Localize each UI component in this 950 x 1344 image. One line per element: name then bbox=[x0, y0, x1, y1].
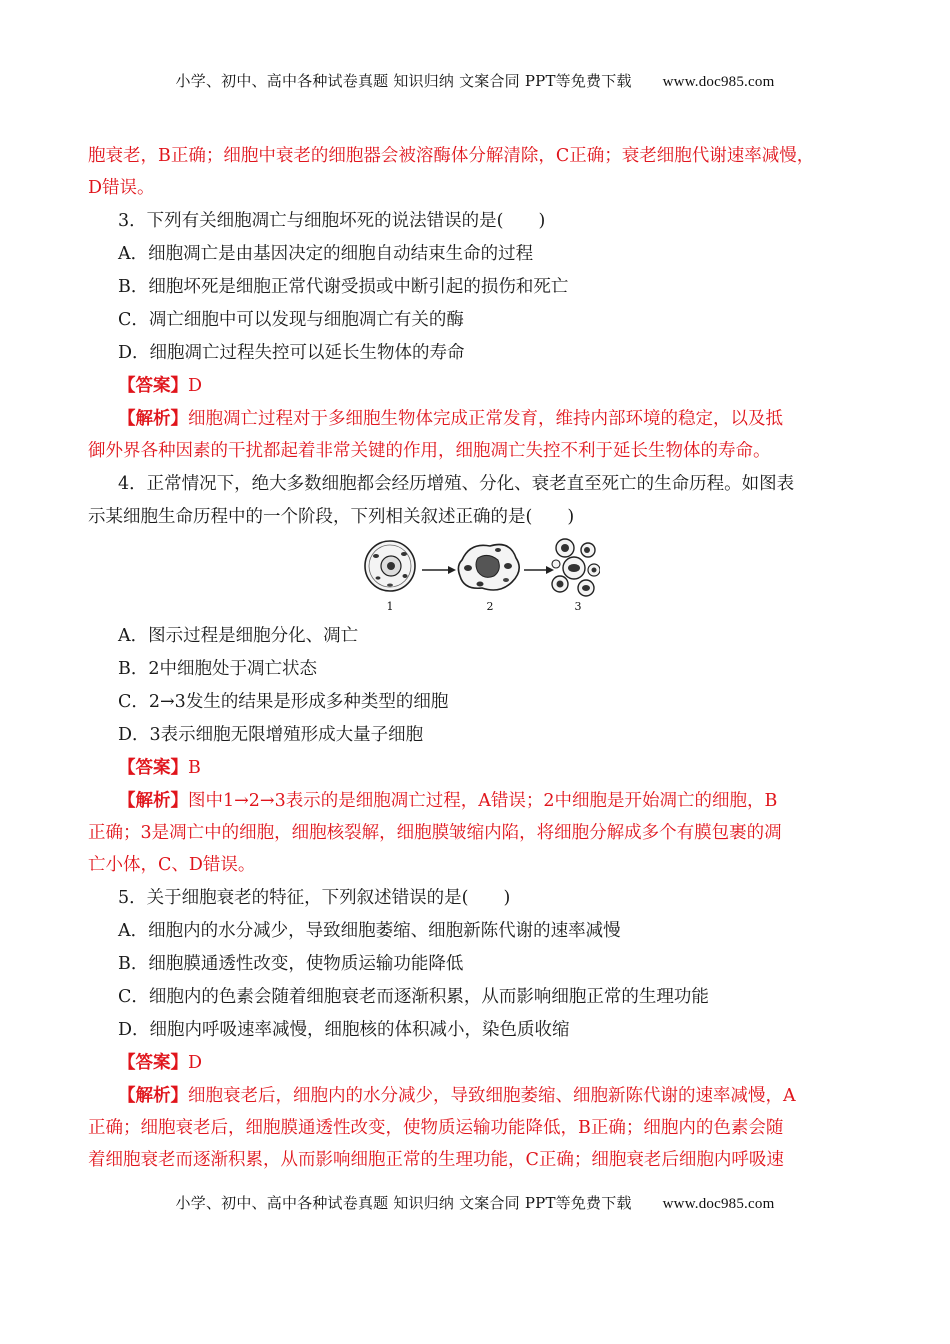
footer-site-link[interactable]: www.doc985.com bbox=[662, 1196, 775, 1212]
q5-answer bbox=[118, 1047, 898, 1079]
cell-stage-2 bbox=[458, 545, 519, 591]
figure-label-3: 3 bbox=[574, 600, 582, 613]
q5-option-b: B．细胞膜通透性改变，使物质运输功能降低 bbox=[118, 954, 464, 974]
q5-answer-tag: 【答案】 bbox=[118, 1053, 188, 1073]
q5-option-a: A．细胞内的水分减少，导致细胞萎缩、细胞新陈代谢的速率减慢 bbox=[118, 921, 621, 941]
q3-option-c: C．凋亡细胞中可以发现与细胞凋亡有关的酶 bbox=[118, 310, 464, 330]
q3-option-d: D．细胞凋亡过程失控可以延长生物体的寿命 bbox=[118, 343, 465, 363]
q5-answer-value: D bbox=[188, 1053, 203, 1073]
prev-explanation-line-1: 胞衰老，B正确；细胞中衰老的细胞器会被溶酶体分解清除，C正确；衰老细胞代谢速率减慢， bbox=[88, 146, 815, 166]
q4-option-b: B．2中细胞处于凋亡状态 bbox=[118, 659, 317, 679]
header-site-link[interactable]: www.doc985.com bbox=[662, 74, 775, 90]
q5-explanation-line-2: 正确；细胞衰老后，细胞膜通透性改变，使物质运输功能降低，B正确；细胞内的色素会随 bbox=[88, 1118, 784, 1138]
q3-option-a: A．细胞凋亡是由基因决定的细胞自动结束生命的过程 bbox=[118, 244, 534, 264]
header-text: 小学、初中、高中各种试卷真题 知识归纳 文案合同 PPT等免费下载 bbox=[175, 72, 632, 90]
cell-stage-3 bbox=[552, 539, 600, 596]
q5-explanation-text-1: 细胞衰老后，细胞内的水分减少，导致细胞萎缩、细胞新陈代谢的速率减慢，A bbox=[188, 1086, 796, 1106]
arrow-1-to-2 bbox=[422, 566, 456, 574]
q4-explanation-tag: 【解析】 bbox=[118, 791, 188, 811]
q5-explanation-line-1 bbox=[118, 1080, 898, 1112]
q4-explanation-text-1: 图中1→2→3表示的是细胞凋亡过程，A错误；2中细胞是开始凋亡的细胞，B bbox=[188, 791, 778, 811]
q3-answer bbox=[118, 370, 898, 402]
q4-stem-line-1: 4．正常情况下，绝大多数细胞都会经历增殖、分化、衰老直至死亡的生命历程。如图表 bbox=[118, 474, 795, 494]
prev-explanation-line-2: D错误。 bbox=[88, 178, 155, 198]
page-footer bbox=[0, 1192, 950, 1213]
q3-option-b: B．细胞坏死是细胞正常代谢受损或中断引起的损伤和死亡 bbox=[118, 277, 569, 297]
arrow-2-to-3 bbox=[524, 566, 554, 574]
figure-label-2: 2 bbox=[486, 600, 494, 613]
q3-explanation-text-1: 细胞凋亡过程对于多细胞生物体完成正常发育，维持内部环境的稳定，以及抵 bbox=[188, 409, 783, 429]
q5-explanation-line-3: 着细胞衰老而逐渐积累，从而影响细胞正常的生理功能，C正确；细胞衰老后细胞内呼吸速 bbox=[88, 1150, 784, 1170]
apoptosis-figure bbox=[360, 536, 600, 616]
q4-answer bbox=[118, 752, 898, 784]
q4-answer-tag: 【答案】 bbox=[118, 758, 188, 778]
figure-label-1: 1 bbox=[386, 600, 394, 613]
q3-explanation-line-2: 御外界各种因素的干扰都起着非常关键的作用，细胞凋亡失控不利于延长生物体的寿命。 bbox=[88, 441, 771, 461]
q4-explanation-line-3: 亡小体，C、D错误。 bbox=[88, 855, 256, 875]
q4-explanation-line-1 bbox=[118, 785, 898, 817]
q4-explanation-line-2: 正确；3是凋亡中的细胞，细胞核裂解，细胞膜皱缩内陷，将细胞分解成多个有膜包裹的凋 bbox=[88, 823, 782, 843]
q3-answer-tag: 【答案】 bbox=[118, 376, 188, 396]
q4-answer-value: B bbox=[188, 758, 201, 778]
q3-explanation-line-1 bbox=[118, 403, 898, 435]
q4-option-d: D．3表示细胞无限增殖形成大量子细胞 bbox=[118, 725, 424, 745]
q5-option-d: D．细胞内呼吸速率减慢，细胞核的体积减小，染色质收缩 bbox=[118, 1020, 570, 1040]
q3-answer-value: D bbox=[188, 376, 203, 396]
cell-stage-1 bbox=[365, 541, 415, 591]
q5-explanation-tag: 【解析】 bbox=[118, 1086, 188, 1106]
q4-option-a: A．图示过程是细胞分化、凋亡 bbox=[118, 626, 359, 646]
q4-option-c: C．2→3发生的结果是形成多种类型的细胞 bbox=[118, 692, 449, 712]
q4-stem-line-2: 示某细胞生命历程中的一个阶段，下列相关叙述正确的是( ) bbox=[88, 507, 575, 527]
q3-explanation-tag: 【解析】 bbox=[118, 409, 188, 429]
page-header bbox=[0, 70, 950, 91]
q5-option-c: C．细胞内的色素会随着细胞衰老而逐渐积累，从而影响细胞正常的生理功能 bbox=[118, 987, 709, 1007]
footer-text: 小学、初中、高中各种试卷真题 知识归纳 文案合同 PPT等免费下载 bbox=[175, 1194, 632, 1212]
q5-stem: 5．关于细胞衰老的特征，下列叙述错误的是( ) bbox=[118, 888, 511, 908]
q3-stem: 3．下列有关细胞凋亡与细胞坏死的说法错误的是( ) bbox=[118, 211, 546, 231]
